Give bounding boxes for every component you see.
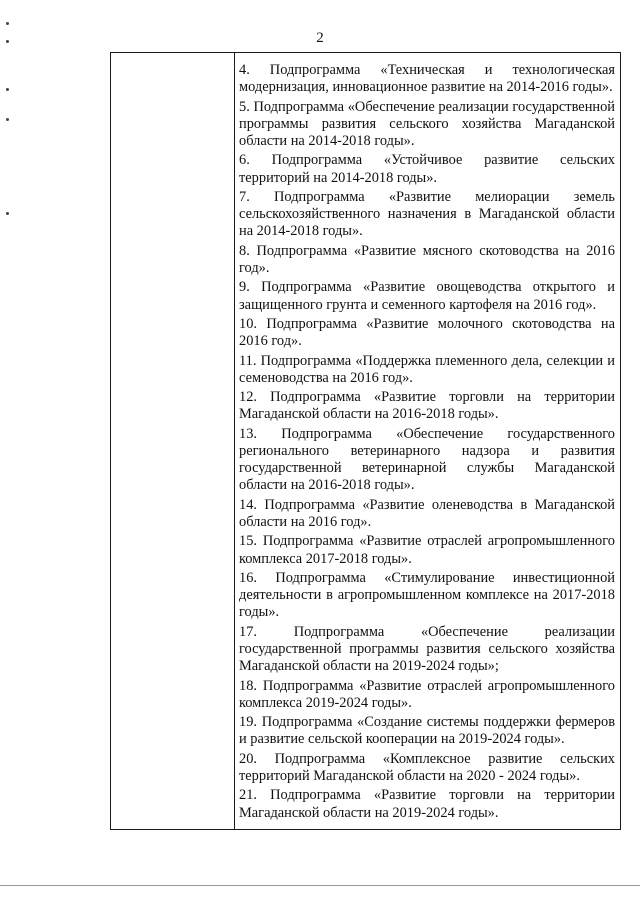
list-item: 10. Подпрограмма «Развитие молочного скотоводства на 2016 год».: [239, 315, 615, 350]
list-item: 16. Подпрограмма «Стимулирование инвестиционной деятельности в агропромышленном комплексе на 2017-2018 годы».: [239, 569, 615, 621]
list-item: 11. Подпрограмма «Поддержка племенного дела, селекции и семеноводства на 2016 год».: [239, 352, 615, 386]
list-item: 20. Подпрограмма «Комплексное развитие сельских территорий Магаданской области на 2020 - 2024 годы».: [239, 750, 615, 784]
scan-margin-mark: [6, 212, 9, 215]
page-number: 2: [316, 30, 324, 46]
subprogram-list: [239, 62, 615, 824]
scan-margin-mark: [6, 88, 9, 91]
subprogram-table: [110, 52, 621, 830]
list-item: 7. Подпрограмма «Развитие мелиорации земель сельскохозяйственного назначения в Магаданской области на 2014-2018 годы».: [239, 188, 615, 240]
list-item: 13. Подпрограмма «Обеспечение государственного регионального ветеринарного надзора и развития государственной ветеринарной службы Магаданской области на 2016-2018 годы».: [239, 425, 615, 494]
list-item: 12. Подпрограмма «Развитие торговли на территории Магаданской области на 2016-2018 годы».: [239, 389, 615, 423]
list-item: 8. Подпрограмма «Развитие мясного скотоводства на 2016 год».: [239, 242, 615, 276]
scan-margin-mark: [6, 40, 9, 43]
table-column-divider: [234, 53, 235, 829]
list-item: 9. Подпрограмма «Развитие овощеводства открытого и защищенного грунта и семенного картофеля на 2016 год».: [239, 279, 615, 313]
list-item: 14. Подпрограмма «Развитие оленеводства в Магаданской области на 2016 год».: [239, 496, 615, 530]
list-item: 19. Подпрограмма «Создание системы поддержки фермеров и развитие сельской кооперации на 2019-2024 годы».: [239, 714, 615, 748]
list-item: 17. Подпрограмма «Обеспечение реализации государственной программы развития сельского хозяйства Магаданской области на 2019-2024 годы»;: [239, 623, 615, 675]
list-item: 18. Подпрограмма «Развитие отраслей агропромышленного комплекса 2019-2024 годы».: [239, 677, 615, 711]
scan-margin-mark: [6, 118, 9, 121]
list-item: 15. Подпрограмма «Развитие отраслей агропромышленного комплекса 2017-2018 годы».: [239, 533, 615, 567]
list-item: 6. Подпрограмма «Устойчивое развитие сельских территорий на 2014-2018 годы».: [239, 152, 615, 186]
list-item: 4. Подпрограмма «Техническая и технологическая модернизация, инновационное развитие на 2014-2016 годы».: [239, 62, 615, 96]
list-item: 21. Подпрограмма «Развитие торговли на территории Магаданской области на 2019-2024 годы».: [239, 787, 615, 821]
list-item: 5. Подпрограмма «Обеспечение реализации государственной программы развития сельского хозяйства Магаданской области на 2014-2018 годы».: [239, 98, 615, 149]
scan-margin-mark: [6, 22, 9, 25]
page-bottom-rule: [0, 885, 640, 886]
table-left-cell: [111, 53, 234, 829]
